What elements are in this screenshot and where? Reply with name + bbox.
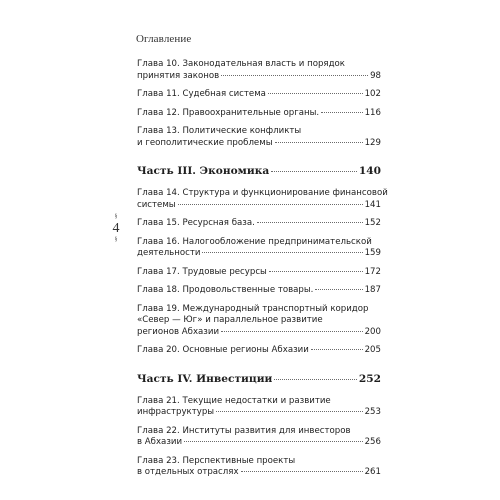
page-number: [106, 214, 126, 244]
toc-part-title: Часть III. Экономика: [137, 165, 270, 177]
toc-entry-title-line: системы: [137, 199, 176, 210]
dot-leader: [221, 75, 368, 76]
dot-leader: [315, 289, 362, 290]
toc-entry-page: 205: [364, 345, 381, 355]
dot-leader: [269, 271, 363, 272]
toc-entry-title-line: Глава 16. Налогообложение предпринимательской: [137, 236, 372, 247]
toc-entry-page: 152: [364, 218, 381, 228]
toc-part-3[interactable]: [137, 164, 381, 178]
toc-entry-chapter-17[interactable]: [137, 267, 381, 279]
toc-entry-title-line: в отдельных отраслях: [137, 467, 239, 477]
ornament-top: §: [114, 214, 118, 220]
toc-entry-page: 256: [364, 437, 381, 447]
dot-leader: [202, 252, 362, 253]
toc-entry-page: 159: [364, 248, 381, 258]
toc-entry-title-line: Глава 14. Структура и функционирование финансовой: [137, 188, 388, 198]
toc-entry-title-line: Глава 18. Продовольственные товары.: [137, 285, 314, 295]
dot-leader: [321, 112, 362, 113]
table-of-contents: [137, 59, 388, 486]
dot-leader: [178, 204, 363, 205]
toc-entry-chapter-22[interactable]: [137, 426, 381, 449]
toc-entry-chapter-21[interactable]: [137, 396, 381, 419]
toc-entry-chapter-12[interactable]: [137, 108, 381, 120]
dot-leader: [216, 411, 363, 412]
toc-entry-title-line: Глава 21. Текущие недостатки и развитие: [137, 395, 331, 406]
dot-leader: [221, 331, 363, 332]
ornament-bottom: §: [114, 237, 118, 243]
toc-entry-title-line: Глава 15. Ресурсная база.: [137, 218, 255, 228]
toc-entry-chapter-16[interactable]: [137, 237, 381, 260]
toc-entry-title-line: Глава 12. Правоохранительные органы.: [137, 107, 320, 118]
toc-entry-chapter-14[interactable]: [137, 188, 388, 211]
toc-entry-title-line: регионов Абхазии: [137, 326, 220, 337]
dot-leader: [311, 349, 363, 350]
page-number-value: 4: [112, 221, 120, 236]
toc-entry-page: 172: [364, 266, 381, 277]
toc-entry-title-line: Глава 20. Основные регионы Абхазии: [137, 345, 309, 355]
dot-leader: [271, 171, 357, 172]
toc-entry-page: 129: [364, 137, 381, 148]
toc-entry-chapter-10[interactable]: [137, 59, 381, 82]
toc-entry-title-line: Глава 19. Международный транспортный коридор: [137, 303, 369, 314]
dot-leader: [275, 142, 363, 143]
toc-entry-title-line: «Север — Юг» и параллельное развитие: [137, 315, 323, 325]
toc-entry-title-line: и геополитические проблемы: [137, 137, 273, 148]
toc-entry-page: 261: [364, 467, 381, 477]
toc-entry-page: 102: [364, 89, 381, 99]
toc-entry-chapter-11[interactable]: [137, 89, 381, 101]
toc-entry-title-line: Глава 10. Законодательная власть и порядок: [137, 59, 345, 69]
dot-leader: [268, 93, 363, 94]
dot-leader: [274, 379, 356, 380]
toc-part-page: 140: [358, 165, 381, 177]
toc-entry-title-line: деятельности: [137, 248, 201, 258]
dot-leader: [257, 222, 363, 223]
toc-entry-chapter-15[interactable]: [137, 218, 381, 230]
toc-entry-title-line: Глава 23. Перспективные проекты: [137, 455, 296, 466]
toc-entry-page: 116: [364, 107, 381, 118]
toc-entry-chapter-20[interactable]: [137, 345, 381, 357]
toc-entry-page: 98: [370, 70, 381, 81]
toc-entry-chapter-18[interactable]: [137, 285, 381, 297]
toc-entry-page: 141: [364, 199, 381, 210]
toc-entry-chapter-23[interactable]: [137, 456, 381, 479]
dot-leader: [184, 441, 363, 442]
toc-entry-page: 253: [364, 407, 381, 417]
toc-entry-chapter-13[interactable]: [137, 126, 381, 149]
toc-entry-title-line: Глава 13. Политические конфликты: [137, 126, 302, 136]
toc-entry-page: 200: [364, 326, 381, 337]
toc-entry-title-line: Глава 17. Трудовые ресурсы: [137, 266, 267, 277]
running-header: Оглавление: [136, 33, 192, 45]
toc-entry-title-line: Глава 11. Судебная система: [137, 89, 266, 99]
toc-entry-title-line: в Абхазии: [137, 437, 183, 447]
toc-part-title: Часть IV. Инвестиции: [137, 372, 273, 385]
toc-part-4[interactable]: [137, 372, 381, 386]
toc-part-page: 252: [358, 372, 381, 385]
toc-entry-chapter-19[interactable]: [137, 304, 381, 339]
toc-entry-title-line: Глава 22. Институты развития для инвесторов: [137, 425, 351, 436]
toc-entry-title-line: принятия законов: [137, 70, 220, 81]
toc-entry-page: 187: [364, 285, 381, 295]
dot-leader: [241, 471, 363, 472]
toc-entry-title-line: инфраструктуры: [137, 407, 215, 417]
